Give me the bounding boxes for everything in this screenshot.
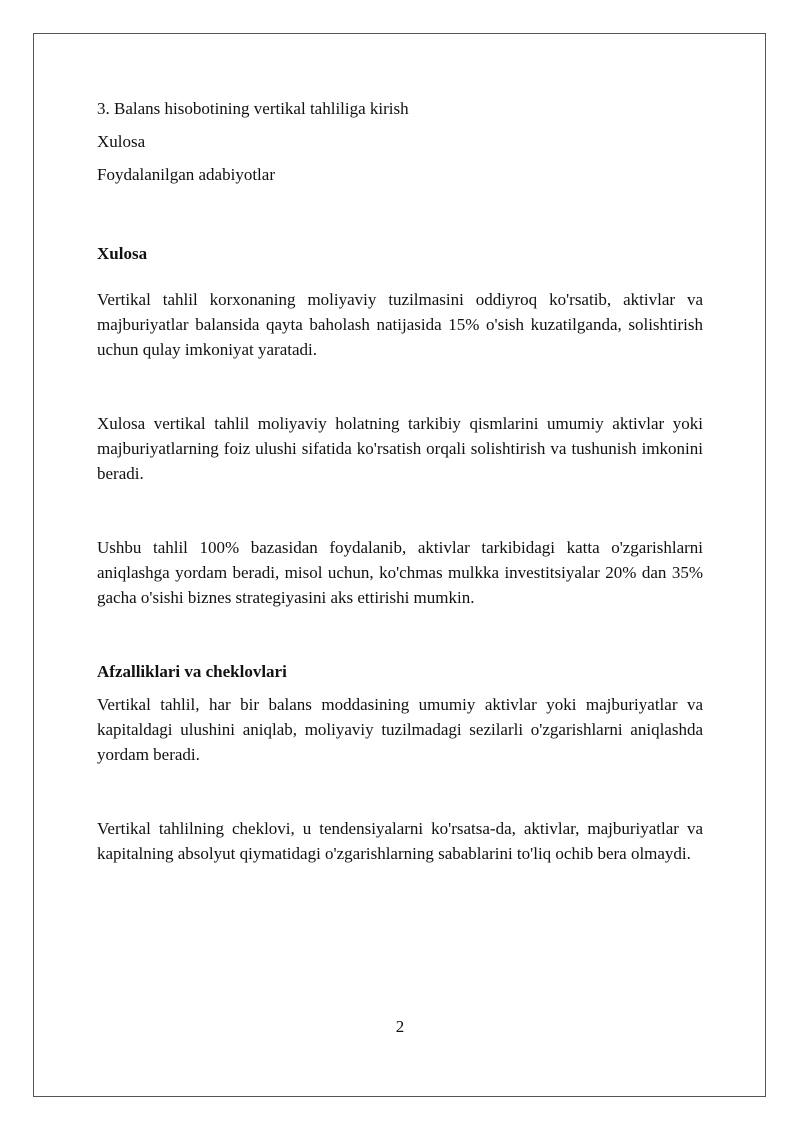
toc-item: Xulosa <box>97 132 146 151</box>
paragraph: Vertikal tahlil korxonaning moliyaviy tuzilmasini oddiyroq ko'rsatib, aktivlar va majburiyatlar balansida qayta baholash natijasida 15% o'sish kuzatilganda, solishtirish uchun qulay imkoniyat yaratadi. <box>97 290 703 359</box>
paragraph: Vertikal tahlilning cheklovi, u tendensiyalarni ko'rsatsa-da, aktivlar, majburiyatlar va kapitalning absolyut qiymatidagi o'zgarishlarning sabablarini to'liq ochib bera olmaydi. <box>97 819 703 863</box>
paragraph: Ushbu tahlil 100% bazasidan foydalanib, aktivlar tarkibidagi katta o'zgarishlarni aniqlashga yordam beradi, misol uchun, ko'chmas mulkka investitsiyalar 20% dan 35% gacha o'sishi biznes strategiyasini aks ettirishi mumkin. <box>97 538 703 607</box>
page-number: 2 <box>395 1017 405 1036</box>
toc-item: 3. Balans hisobotining vertikal tahliliga kirish <box>97 99 409 118</box>
paragraph: Vertikal tahlil, har bir balans moddasining umumiy aktivlar yoki majburiyatlar va kapitaldagi ulushini aniqlab, moliyaviy tuzilmadagi sezilarli o'zgarishlarni aniqlashda yordam beradi. <box>97 695 703 764</box>
paragraph: Xulosa vertikal tahlil moliyaviy holatning tarkibiy qismlarini umumiy aktivlar yoki majburiyatlarning foiz ulushi sifatida ko'rsatish orqali solishtirish va tushunish imkonini beradi. <box>97 414 703 483</box>
section-heading: Afzalliklari va cheklovlari <box>97 662 287 681</box>
document-body <box>97 96 703 866</box>
toc-item: Foydalanilgan adabiyotlar <box>97 165 275 184</box>
section-heading: Xulosa <box>97 244 148 263</box>
